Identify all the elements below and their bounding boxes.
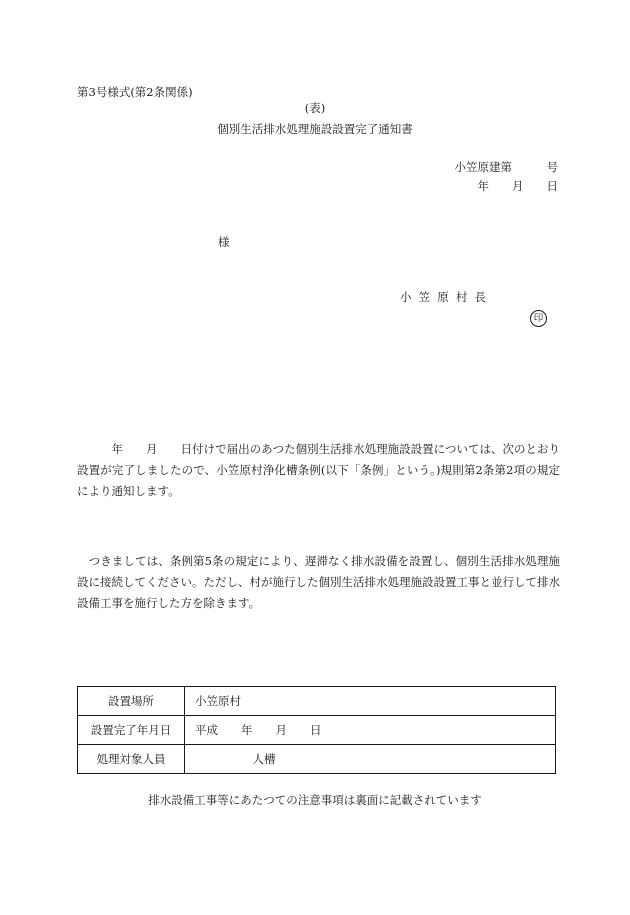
- document-number: 小笠原建第 号: [454, 160, 558, 174]
- table-label-capacity: 処理対象人員: [78, 745, 185, 774]
- table-label-completion-date: 設置完了年月日: [78, 716, 185, 745]
- table-value-location: 小笠原村: [185, 687, 556, 716]
- sender-title: 小笠原村長: [400, 290, 486, 304]
- side-label: (表): [304, 101, 326, 115]
- body-paragraph-notice: 年 月 日付けで届出のあつた個別生活排水処理施設設置については、次のとおり設置が完了しましたので、小笠原村浄化槽条例(以下「条例」という。)規則第2条第2項の規定により通知します。: [77, 442, 560, 498]
- document-date: 年 月 日: [477, 179, 558, 193]
- footer-note: 排水設備工事等にあたつての注意事項は裏面に記載されています: [148, 793, 482, 807]
- table-row: [78, 716, 556, 745]
- table-row: [78, 687, 556, 716]
- recipient-honorific: 様: [218, 235, 230, 249]
- table-label-location: 設置場所: [78, 687, 185, 716]
- table-value-capacity: 人槽: [185, 745, 556, 774]
- table-row: [78, 745, 556, 774]
- document-title: 個別生活排水処理施設設置完了通知書: [217, 122, 413, 136]
- installation-info-table: [77, 686, 556, 774]
- table-value-completion-date: 平成 年 月 日: [185, 716, 556, 745]
- body-paragraph-instructions: つきましては、条例第5条の規定により、遅滞なく排水設備を設置し、個別生活排水処理施設に接続してください。ただし、村が施行した個別生活排水処理施設設置工事と並行して排水設備工事を施行した方を除きます。: [77, 554, 560, 610]
- form-number: 第3号様式(第2条関係): [77, 85, 193, 99]
- seal-icon: 印: [530, 310, 547, 327]
